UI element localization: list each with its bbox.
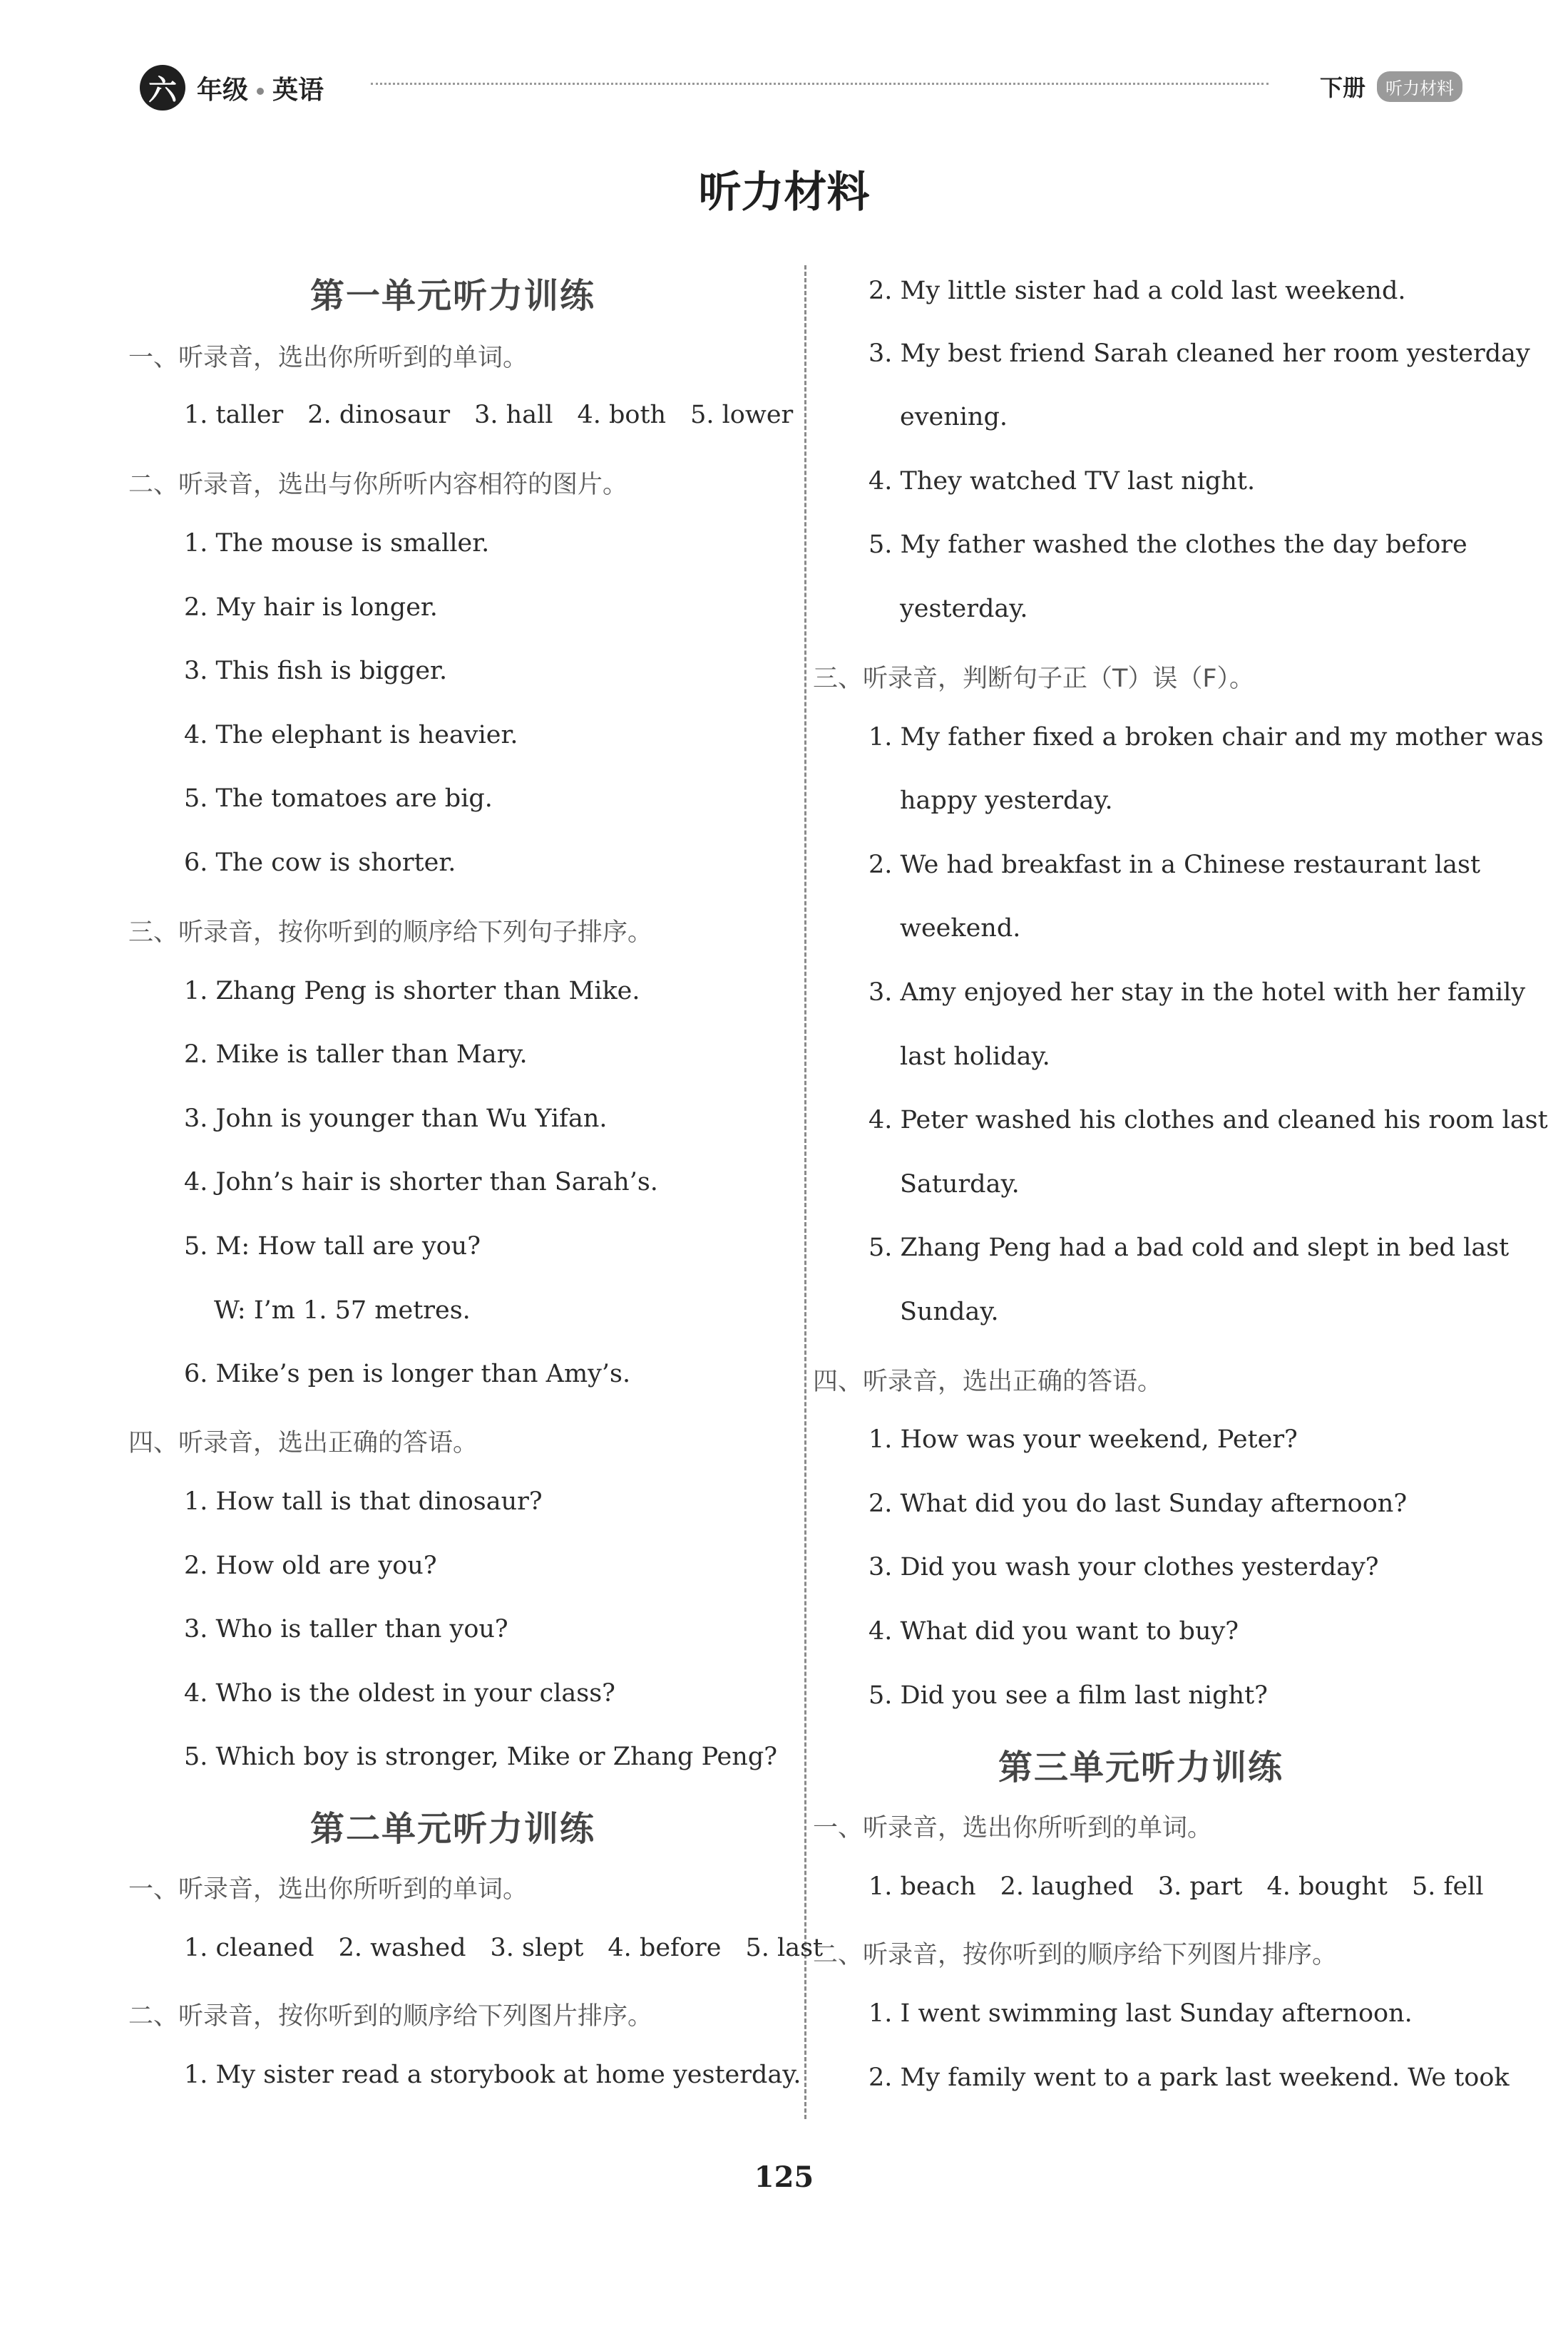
header-rule xyxy=(371,83,1269,85)
grade-subject-label xyxy=(197,70,324,106)
list-item: 1. My father fixed a broken chair and my mother was xyxy=(868,723,1544,752)
word-item: 2. dinosaur xyxy=(307,401,451,429)
word-item: 1. taller xyxy=(184,401,284,429)
word-item: 3. part xyxy=(1157,1872,1243,1901)
u1-section-1-words xyxy=(184,401,817,429)
list-item: 5. Zhang Peng had a bad cold and slept in bed last xyxy=(868,1234,1510,1262)
list-item-continuation: last holiday. xyxy=(900,1042,1050,1071)
u1-section-3-heading: 三、听录音，按你听到的顺序给下列句子排序。 xyxy=(128,918,653,947)
word-item: 3. slept xyxy=(490,1934,584,1962)
list-item: 2. How old are you? xyxy=(184,1552,437,1580)
section-tag: 听力材料 xyxy=(1377,71,1462,102)
list-item: 1. My sister read a storybook at home yesterday. xyxy=(184,2061,801,2089)
u2-section-2-heading: 二、听录音，按你听到的顺序给下列图片排序。 xyxy=(128,2002,653,2031)
page-number: 125 xyxy=(754,2160,814,2194)
list-item: 1. Zhang Peng is shorter than Mike. xyxy=(184,977,640,1005)
u1-section-1-heading: 一、听录音，选出你所听到的单词。 xyxy=(128,344,528,372)
separator-dot-icon xyxy=(257,88,264,95)
grade-badge: 六 xyxy=(140,65,185,111)
list-item: 2. Mike is taller than Mary. xyxy=(184,1040,528,1069)
word-item: 1. cleaned xyxy=(184,1934,314,1962)
list-item: 2. What did you do last Sunday afternoon? xyxy=(868,1489,1408,1518)
u1-section-4-heading: 四、听录音，选出正确的答语。 xyxy=(128,1429,478,1457)
list-item: 4. John’s hair is shorter than Sarah’s. xyxy=(184,1168,658,1196)
list-item: 2. We had breakfast in a Chinese restaurant last xyxy=(868,851,1481,879)
volume-label: 下册 xyxy=(1319,74,1365,101)
list-item: 5. The tomatoes are big. xyxy=(184,784,493,813)
column-divider xyxy=(804,265,806,2119)
word-item: 4. bought xyxy=(1266,1872,1388,1901)
word-item: 3. hall xyxy=(474,401,553,429)
word-item: 1. beach xyxy=(868,1872,976,1901)
word-item: 5. fell xyxy=(1412,1872,1484,1901)
u2-section-3-heading: 三、听录音，判断句子正（T）误（F）。 xyxy=(813,665,1255,693)
list-item: 1. I went swimming last Sunday afternoon. xyxy=(868,1999,1413,2028)
list-item: 3. Did you wash your clothes yesterday? xyxy=(868,1553,1379,1581)
list-item-continuation: Saturday. xyxy=(900,1170,1020,1199)
list-item: 3. Who is taller than you? xyxy=(184,1615,508,1644)
list-item: 4. What did you want to buy? xyxy=(868,1617,1239,1646)
list-item-continuation: yesterday. xyxy=(900,595,1028,623)
list-item: 3. My best friend Sarah cleaned her room yesterday xyxy=(868,339,1530,368)
list-item: 3. This fish is bigger. xyxy=(184,657,448,685)
list-item: 4. Peter washed his clothes and cleaned his room last xyxy=(868,1106,1548,1134)
word-item: 5. lower xyxy=(690,401,794,429)
list-item: 3. Amy enjoyed her stay in the hotel with her family xyxy=(868,978,1526,1007)
list-item: 4. They watched TV last night. xyxy=(868,467,1256,496)
list-item-continuation: W: I’m 1. 57 metres. xyxy=(214,1296,471,1325)
list-item-continuation: weekend. xyxy=(900,914,1021,943)
u3-section-1-heading: 一、听录音，选出你所听到的单词。 xyxy=(813,1814,1213,1842)
word-item: 2. washed xyxy=(338,1934,466,1962)
grade-label: 年级 xyxy=(197,75,249,105)
list-item: 2. My family went to a park last weekend. We took xyxy=(868,2063,1510,2092)
u3-section-1-words xyxy=(868,1872,1508,1901)
list-item: 1. How was your weekend, Peter? xyxy=(868,1425,1298,1454)
list-item-continuation: evening. xyxy=(900,403,1008,431)
word-item: 2. laughed xyxy=(1000,1872,1134,1901)
list-item-continuation: Sunday. xyxy=(900,1298,999,1326)
list-item: 6. Mike’s pen is longer than Amy’s. xyxy=(184,1360,631,1388)
list-item: 1. The mouse is smaller. xyxy=(184,529,490,558)
unit-3-title: 第三单元听力训练 xyxy=(998,1748,1283,1788)
word-item: 5. last xyxy=(745,1934,824,1962)
list-item: 5. M: How tall are you? xyxy=(184,1232,481,1261)
list-item: 1. How tall is that dinosaur? xyxy=(184,1487,543,1516)
list-item: 4. Who is the oldest in your class? xyxy=(184,1679,615,1708)
list-item: 2. My little sister had a cold last weekend. xyxy=(868,277,1406,305)
u2-section-1-words xyxy=(184,1934,847,1962)
unit-2-title: 第二单元听力训练 xyxy=(309,1809,595,1849)
page-title: 听力材料 xyxy=(698,168,870,217)
list-item: 5. My father washed the clothes the day before xyxy=(868,530,1467,559)
subject-label: 英语 xyxy=(272,75,324,105)
list-item: 3. John is younger than Wu Yifan. xyxy=(184,1104,608,1133)
running-header xyxy=(140,63,324,113)
list-item: 6. The cow is shorter. xyxy=(184,848,456,877)
list-item: 2. My hair is longer. xyxy=(184,593,438,622)
u3-section-2-heading: 二、听录音，按你听到的顺序给下列图片排序。 xyxy=(813,1941,1338,1969)
word-item: 4. before xyxy=(608,1934,722,1962)
list-item-continuation: happy yesterday. xyxy=(900,786,1113,815)
u1-section-2-heading: 二、听录音，选出与你所听内容相符的图片。 xyxy=(128,471,628,499)
u2-section-1-heading: 一、听录音，选出你所听到的单词。 xyxy=(128,1875,528,1904)
list-item: 5. Did you see a film last night? xyxy=(868,1681,1268,1710)
header-right xyxy=(1320,70,1462,103)
list-item: 5. Which boy is stronger, Mike or Zhang Peng? xyxy=(184,1743,777,1771)
list-item: 4. The elephant is heavier. xyxy=(184,721,518,749)
word-item: 4. both xyxy=(577,401,667,429)
u2-section-4-heading: 四、听录音，选出正确的答语。 xyxy=(813,1368,1163,1396)
unit-1-title: 第一单元听力训练 xyxy=(309,276,595,316)
